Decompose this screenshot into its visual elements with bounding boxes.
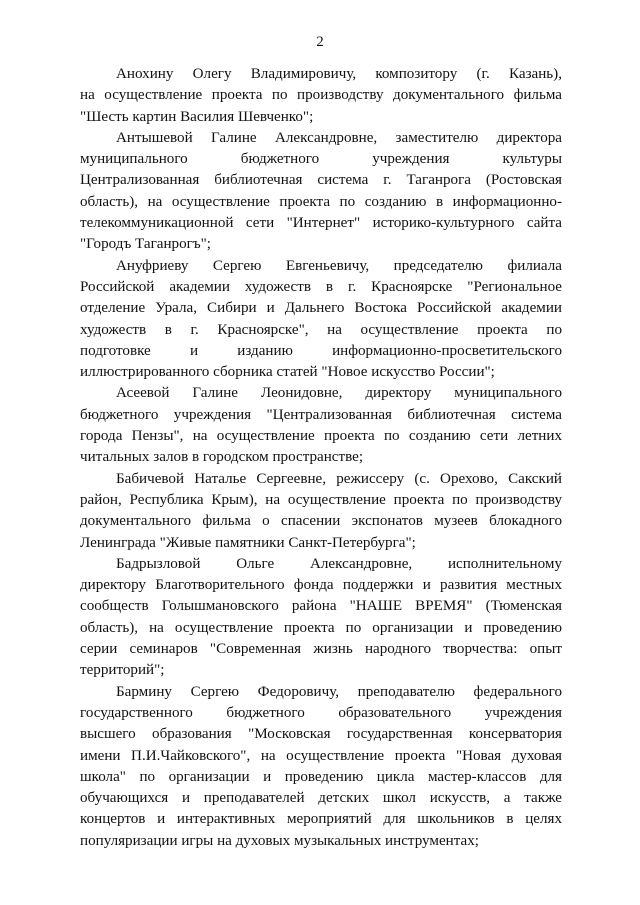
text-line: иллюстрированного сборника статей "Новое искусство России";: [80, 364, 495, 381]
text-line: школа" по организации и проведению цикла мастер-классов для: [80, 768, 562, 785]
text-line: бюджетного учреждения "Централизованная библиотечная система: [80, 406, 562, 423]
text-line: серии семинаров "Современная жизнь народного творчества: опыт: [80, 641, 562, 658]
grant-entry-antysheva: [80, 128, 562, 256]
text-line: муниципального бюджетного учреждения культуры: [80, 151, 562, 168]
grant-entry-barmin: [80, 682, 562, 852]
text-line: отделение Урала, Сибири и Дальнего Востока Российской академии: [80, 300, 562, 317]
text-line: директору Благотворительного фонда поддержки и развития местных: [80, 577, 562, 594]
text-line: документального фильма о спасении экспонатов музеев блокадного: [80, 513, 562, 530]
text-line: Бармину Сергею Федоровичу, преподавателю федерального: [116, 683, 562, 700]
grant-entry-anufriev: [80, 256, 562, 384]
text-line: "Шесть картин Василия Шевченко";: [80, 108, 314, 125]
text-line: города Пензы", на осуществление проекта по созданию сети летних: [80, 428, 562, 445]
text-line: Ануфриеву Сергею Евгеньевичу, председателю филиала: [116, 257, 562, 274]
text-line: телекоммуникационной сети "Интернет" историко-культурного сайта: [80, 215, 562, 232]
text-line: сообществ Голышмановского района "НАШЕ ВРЕМЯ" (Тюменская: [80, 598, 562, 615]
text-line: Бадрызловой Ольге Александровне, исполнительному: [116, 555, 562, 572]
text-line: читальных залов в городском пространстве;: [80, 449, 364, 466]
document-body: [80, 64, 562, 852]
text-line: концертов и интерактивных мероприятий для школьников в целях: [80, 811, 562, 828]
text-line: обучающихся и преподавателей детских школ искусств, а также: [80, 790, 562, 807]
text-line: на осуществление проекта по производству документального фильма: [80, 87, 562, 104]
text-line: Антышевой Галине Александровне, заместителю директора: [116, 129, 562, 146]
text-line: Ленинграда "Живые памятники Санкт-Петербурга";: [80, 534, 416, 551]
grant-entry-badryzlova: [80, 554, 562, 682]
grant-entry-anokhin: [80, 64, 562, 128]
grant-entry-babicheva: [80, 469, 562, 554]
page-number: 2: [316, 34, 324, 50]
text-line: художеств в г. Красноярске", на осуществление проекта по: [80, 321, 562, 338]
text-line: имени П.И.Чайковского", на осуществление проекта "Новая духовая: [80, 747, 562, 764]
text-line: "Городъ Таганрогъ";: [80, 236, 211, 253]
text-line: государственного бюджетного образовательного учреждения: [80, 704, 562, 721]
text-line: область), на осуществление проекта по организации и проведению: [80, 619, 562, 636]
text-line: область), на осуществление проекта по созданию в информационно-: [80, 193, 562, 210]
grant-entry-aseeva: [80, 383, 562, 468]
text-line: популяризации игры на духовых музыкальных инструментах;: [80, 832, 479, 849]
text-line: Централизованная библиотечная система г. Таганрога (Ростовская: [80, 172, 562, 189]
text-line: Асеевой Галине Леонидовне, директору муниципального: [116, 385, 562, 402]
text-line: район, Республика Крым), на осуществление проекта по производству: [80, 491, 562, 508]
text-line: высшего образования "Московская государственная консерватория: [80, 726, 562, 743]
text-line: Анохину Олегу Владимировичу, композитору (г. Казань),: [116, 66, 562, 82]
text-line: Бабичевой Наталье Сергеевне, режиссеру (с. Орехово, Сакский: [116, 470, 562, 487]
text-line: подготовке и изданию информационно-просветительского: [80, 342, 562, 359]
text-line: территорий";: [80, 662, 165, 679]
text-line: Российской академии художеств в г. Красноярске "Региональное: [80, 278, 562, 295]
